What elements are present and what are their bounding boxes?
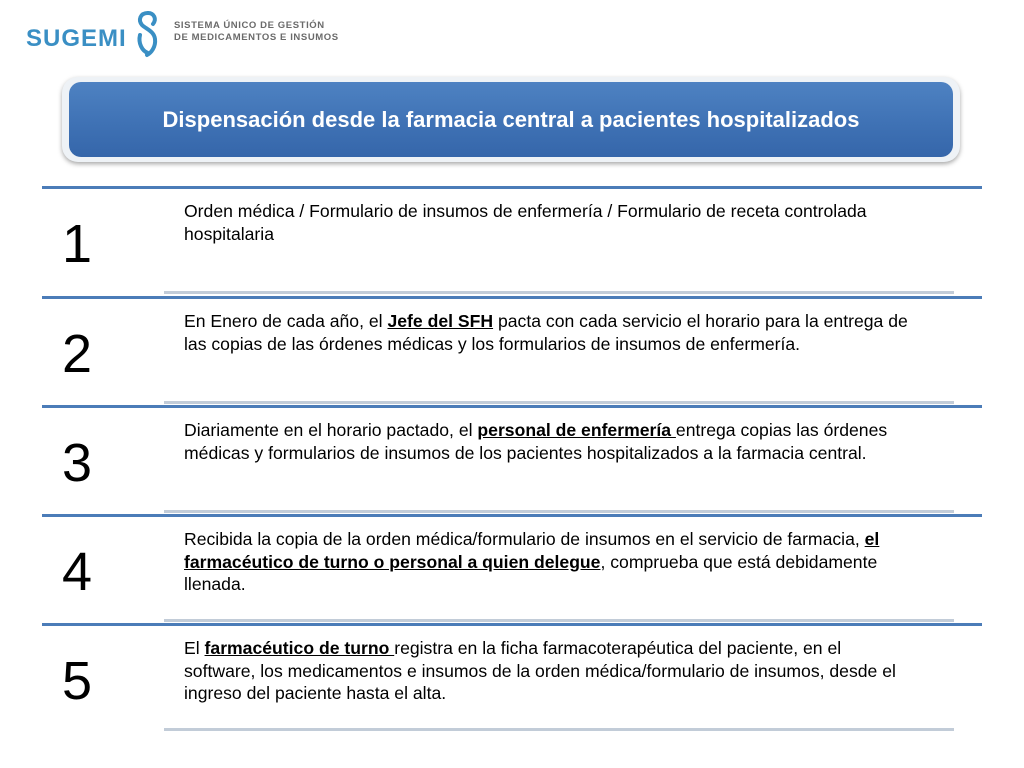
step-text <box>184 200 914 245</box>
step-4 <box>42 514 982 624</box>
step-number: 2 <box>61 324 93 384</box>
step-divider <box>42 186 982 189</box>
step-divider <box>42 514 982 517</box>
step-text-before: Recibida la copia de la orden médica/formulario de insumos en el servicio de farmacia, <box>184 529 865 549</box>
step-number: 4 <box>61 542 93 602</box>
tagline-line-2: DE MEDICAMENTOS E INSUMOS <box>174 32 339 43</box>
step-divider <box>42 623 982 626</box>
brand-tagline <box>174 20 339 44</box>
sugemi-logo <box>24 6 344 62</box>
step-number: 3 <box>61 433 93 493</box>
step-text-before: Diariamente en el horario pactado, el <box>184 420 478 440</box>
step-text-before: En Enero de cada año, el <box>184 311 388 331</box>
step-3 <box>42 405 982 515</box>
step-text <box>184 637 914 705</box>
step-text <box>184 419 914 464</box>
step-text <box>184 528 914 596</box>
step-subdivider <box>164 291 954 294</box>
sugemi-mark-icon <box>134 9 162 59</box>
step-text-after: , comprueba que está debidamente llenada. <box>184 551 878 594</box>
step-divider <box>42 405 982 408</box>
step-number: 1 <box>61 214 93 274</box>
step-text-after: registra en la ficha farmacoterapéutica del paciente, en el software, los medicamentos e insumos de la orden médica/formulario de insumos, desde el ingreso del paciente hasta el alta. <box>184 638 896 703</box>
step-text <box>184 310 914 355</box>
step-number: 5 <box>61 651 93 711</box>
step-text-body: Orden médica / Formulario de insumos de enfermería / Formulario de receta controlada hospitalaria <box>184 201 867 244</box>
step-highlight: Jefe del SFH <box>387 311 494 331</box>
step-1 <box>42 186 982 296</box>
step-text-after: pacta con cada servicio el horario para la entrega de las copias de las órdenes médicas y los formularios de insumos de enfermería. <box>184 311 908 354</box>
step-2 <box>42 296 982 406</box>
page-title: Dispensación desde la farmacia central a pacientes hospitalizados <box>162 106 860 132</box>
step-highlight: farmacéutico de turno <box>204 638 395 658</box>
tagline-line-1: SISTEMA ÚNICO DE GESTIÓN <box>174 20 325 31</box>
step-highlight: personal de enfermería <box>477 420 676 440</box>
brand-name: SUGEMI <box>26 25 127 52</box>
title-banner <box>69 82 953 157</box>
step-subdivider <box>164 510 954 513</box>
step-text-after: entrega copias las órdenes médicas y formularios de insumos de los pacientes hospitalizados a la farmacia central. <box>184 420 888 463</box>
step-highlight: el farmacéutico de turno o personal a quien delegue <box>184 529 880 572</box>
step-divider <box>42 296 982 299</box>
step-text-before: El <box>184 638 205 658</box>
step-subdivider <box>164 619 954 622</box>
step-subdivider <box>164 728 954 731</box>
step-subdivider <box>164 401 954 404</box>
step-5 <box>42 623 982 733</box>
